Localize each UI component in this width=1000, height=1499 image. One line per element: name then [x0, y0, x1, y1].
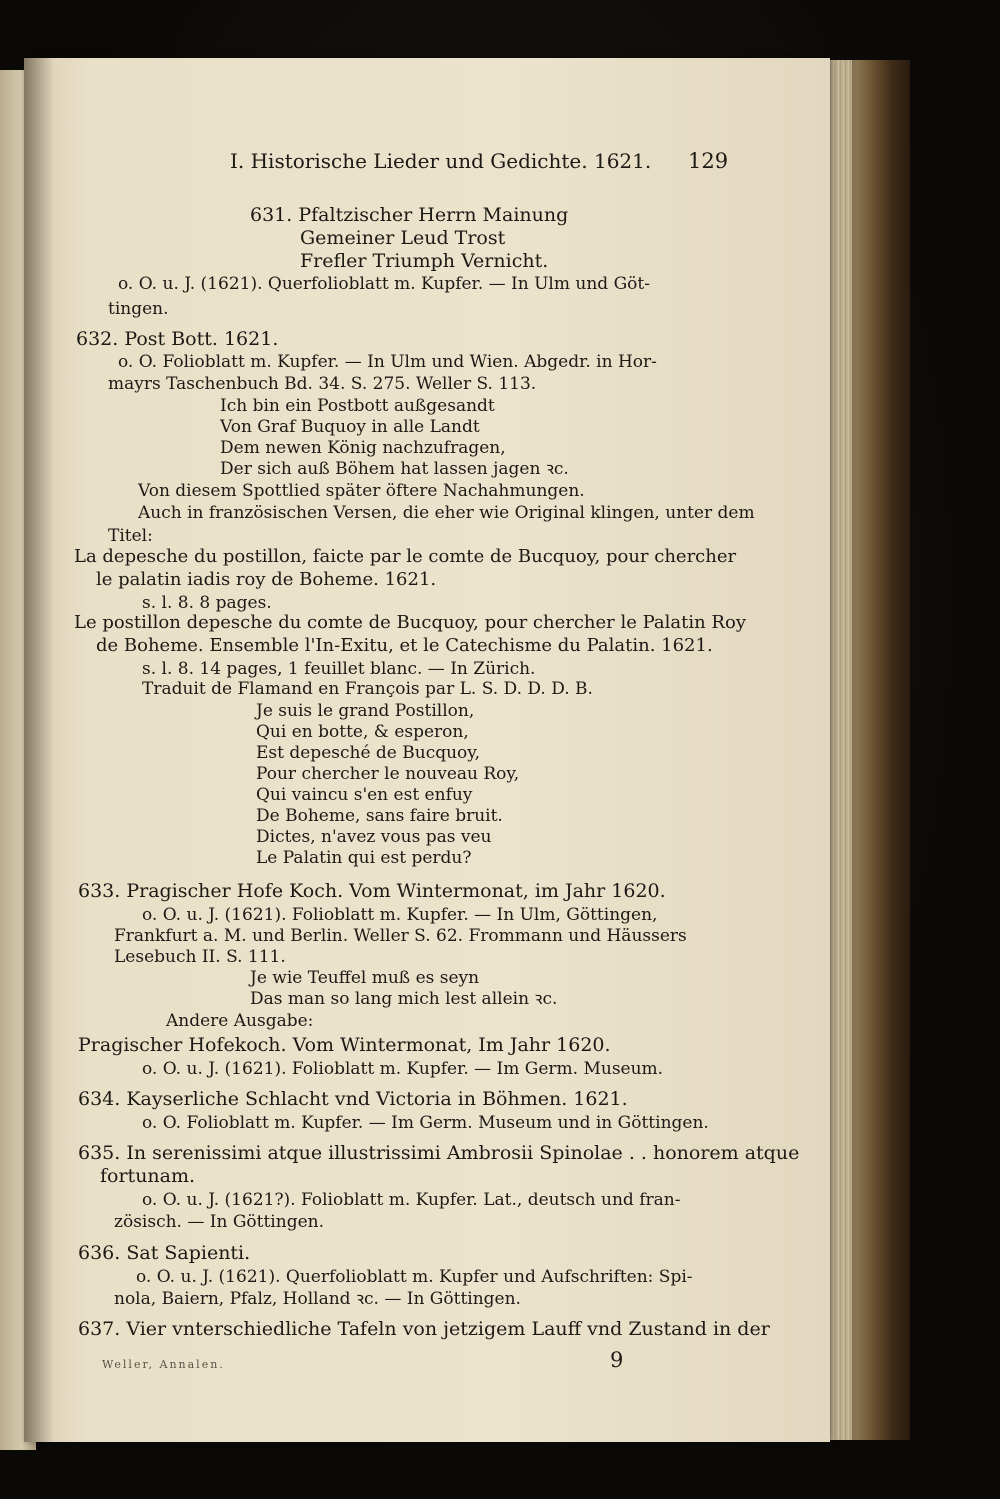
entry-633-note-3: Lesebuch II. S. 111.: [114, 947, 286, 967]
translation-note: Traduit de Flamand en François par L. S. D. D. D. B.: [142, 679, 593, 699]
french-verse-line: Le Palatin qui est perdu?: [256, 848, 472, 868]
entry-631-title-3: Frefler Triumph Vernicht.: [300, 250, 549, 272]
french-verse-line: Qui en botte, & esperon,: [256, 722, 469, 742]
entry-636-title: 636. Sat Sapienti.: [78, 1242, 251, 1264]
entry-637-title: 637. Vier vnterschiedliche Tafeln von jetzigem Lauff vnd Zustand in der: [78, 1318, 770, 1340]
page-number: 129: [688, 149, 729, 173]
entry-636-note-2: nola, Baiern, Pfalz, Holland ꝛc. — In Göttingen.: [114, 1289, 521, 1309]
french-title-1-note: s. l. 8. 8 pages.: [142, 593, 272, 613]
entry-631-note-1: o. O. u. J. (1621). Querfolioblatt m. Kupfer. — In Ulm und Göt-: [118, 274, 650, 294]
running-title: I. Historische Lieder und Gedichte. 1621.: [230, 149, 652, 173]
entry-632-note-3: Von diesem Spottlied später öftere Nachahmungen.: [138, 481, 585, 501]
signature-number: 9: [610, 1348, 624, 1372]
french-verse-line: Dictes, n'avez vous pas veu: [256, 827, 492, 847]
entry-634-note: o. O. Folioblatt m. Kupfer. — Im Germ. Museum und in Göttingen.: [142, 1113, 709, 1133]
entry-633-alt-title: Pragischer Hofekoch. Vom Wintermonat, Im Jahr 1620.: [78, 1034, 611, 1056]
entry-632-title: 632. Post Bott. 1621.: [76, 328, 279, 350]
french-title-2-note: s. l. 8. 14 pages, 1 feuillet blanc. — In Zürich.: [142, 659, 536, 679]
verse-line: Von Graf Buquoy in alle Landt: [220, 417, 480, 437]
french-verse-line: Qui vaincu s'en est enfuy: [256, 785, 473, 805]
entry-633-note-2: Frankfurt a. M. und Berlin. Weller S. 62. Frommann und Häussers: [114, 926, 687, 946]
verse-line: Ich bin ein Postbott außgesandt: [220, 396, 495, 416]
french-verse-line: De Boheme, sans faire bruit.: [256, 806, 503, 826]
french-verse-line: Je suis le grand Postillon,: [256, 701, 475, 721]
entry-633-note-1: o. O. u. J. (1621). Folioblatt m. Kupfer. — In Ulm, Göttingen,: [142, 905, 658, 925]
entry-632-note-1: o. O. Folioblatt m. Kupfer. — In Ulm und Wien. Abgedr. in Hor-: [118, 352, 657, 372]
entry-635-title-b: fortunam.: [100, 1165, 196, 1187]
signature-label: Weller, Annalen.: [102, 1358, 225, 1371]
book-page: [24, 58, 830, 1442]
entry-633-title: 633. Pragischer Hofe Koch. Vom Wintermonat, im Jahr 1620.: [78, 880, 666, 902]
entry-635-note-1: o. O. u. J. (1621?). Folioblatt m. Kupfer. Lat., deutsch und fran-: [142, 1190, 681, 1210]
entry-631-title-1: 631. Pfaltzischer Herrn Mainung: [250, 204, 569, 226]
entry-635-note-2: zösisch. — In Göttingen.: [114, 1212, 324, 1232]
french-title-2b: de Boheme. Ensemble l'In-Exitu, et le Catechisme du Palatin. 1621.: [96, 635, 713, 656]
french-title-2: Le postillon depesche du comte de Bucquoy, pour chercher le Palatin Roy: [74, 612, 746, 633]
french-verse-line: Est depesché de Bucquoy,: [256, 743, 481, 763]
entry-635-title: 635. In serenissimi atque illustrissimi Ambrosii Spinolae . . honorem atque: [78, 1142, 800, 1164]
other-edition-label: Andere Ausgabe:: [166, 1011, 314, 1031]
verse-line: Der sich auß Böhem hat lassen jagen ꝛc.: [220, 459, 569, 479]
verse-line: Das man so lang mich lest allein ꝛc.: [250, 989, 558, 1009]
gutter-shadow: [24, 58, 54, 1442]
entry-631-note-2: tingen.: [108, 299, 169, 319]
entry-632-note-4: Auch in französischen Versen, die eher wie Original klingen, unter dem: [138, 503, 755, 523]
entry-632-note-2: mayrs Taschenbuch Bd. 34. S. 275. Weller S. 113.: [108, 374, 537, 394]
entry-636-note-1: o. O. u. J. (1621). Querfolioblatt m. Kupfer und Aufschriften: Spi-: [136, 1267, 693, 1287]
verse-line: Dem newen König nachzufragen,: [220, 438, 506, 458]
verse-line: Je wie Teuffel muß es seyn: [250, 968, 480, 988]
entry-633-alt-note: o. O. u. J. (1621). Folioblatt m. Kupfer. — Im Germ. Museum.: [142, 1059, 664, 1079]
french-title-1b: le palatin iadis roy de Boheme. 1621.: [96, 569, 437, 590]
french-title-1: La depesche du postillon, faicte par le comte de Bucquoy, pour chercher: [74, 546, 737, 567]
entry-632-note-5: Titel:: [108, 526, 153, 546]
entry-634-title: 634. Kayserliche Schlacht vnd Victoria in Böhmen. 1621.: [78, 1088, 628, 1110]
french-verse-line: Pour chercher le nouveau Roy,: [256, 764, 520, 784]
entry-631-title-2: Gemeiner Leud Trost: [300, 227, 506, 249]
